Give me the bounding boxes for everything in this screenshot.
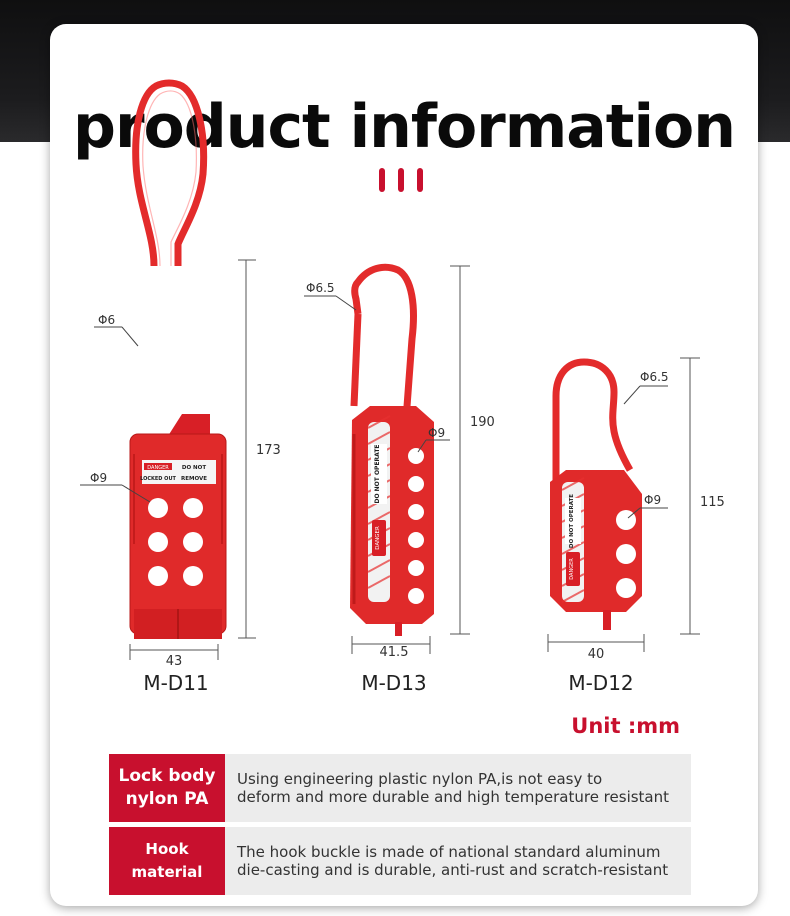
spec-label-line1: Lock body <box>118 766 216 786</box>
m-d12-width: 40 <box>587 647 605 662</box>
model-m-d12: M-D12 <box>568 671 634 695</box>
m-d12-tag-text: DO NOT OPERATE <box>569 493 575 549</box>
m-d12-hole-dia: Φ9 <box>644 493 662 507</box>
spec-label <box>109 754 225 822</box>
spec-row-hook-material <box>109 827 691 895</box>
spec-description <box>225 827 691 895</box>
m-d13-width: 41.5 <box>379 645 409 660</box>
m-d13-shackle-dia: Φ6.5 <box>306 281 335 295</box>
spec-description <box>225 754 691 822</box>
spec-label-line2: nylon PA <box>125 789 209 809</box>
unit-label: Unit :mm <box>571 714 680 738</box>
tag-danger-text: DANGER <box>147 465 169 471</box>
m-d13-hole-dia: Φ9 <box>428 426 446 440</box>
m-d11-width: 43 <box>165 654 183 669</box>
page-title: product information <box>73 92 735 162</box>
m-d11-height: 173 <box>256 443 281 458</box>
m-d12-height: 115 <box>700 495 725 510</box>
model-m-d13: M-D13 <box>361 671 427 695</box>
m-d11-hole-dia: Φ9 <box>90 471 108 485</box>
m-d12-shackle-dia: Φ6.5 <box>640 370 669 384</box>
spec-desc-line2: die-casting and is durable, anti-rust and scratch-resistant <box>237 861 669 879</box>
product-info-card <box>50 24 758 906</box>
m-d12-tag-danger: DANGER <box>569 558 575 580</box>
hasp-m-d11 <box>80 83 281 669</box>
tag-locked-text: LOCKED OUT <box>140 476 176 482</box>
spec-row-lock-body <box>109 754 691 822</box>
m-d13-height: 190 <box>470 415 495 430</box>
spec-desc-line2: deform and more durable and high temperature resistant <box>237 788 670 806</box>
spec-label <box>109 827 225 895</box>
hasp-illustrations <box>50 24 758 724</box>
spec-label-line1: Hook material <box>131 840 203 881</box>
tag-remove-text: REMOVE <box>180 476 208 482</box>
m-d13-tag-danger: DANGER <box>375 526 381 550</box>
hasp-m-d12 <box>548 358 725 662</box>
model-m-d11: M-D11 <box>143 671 209 695</box>
spec-desc-line1: The hook buckle is made of national standard aluminum <box>237 843 661 861</box>
spec-desc-line1: Using engineering plastic nylon PA,is not easy to <box>237 770 603 788</box>
tag-donot-text: DO NOT <box>181 465 207 471</box>
m-d11-shackle-dia: Φ6 <box>98 313 116 327</box>
m-d13-tag-text: DO NOT OPERATE <box>374 444 381 504</box>
hasp-m-d13 <box>304 255 495 660</box>
